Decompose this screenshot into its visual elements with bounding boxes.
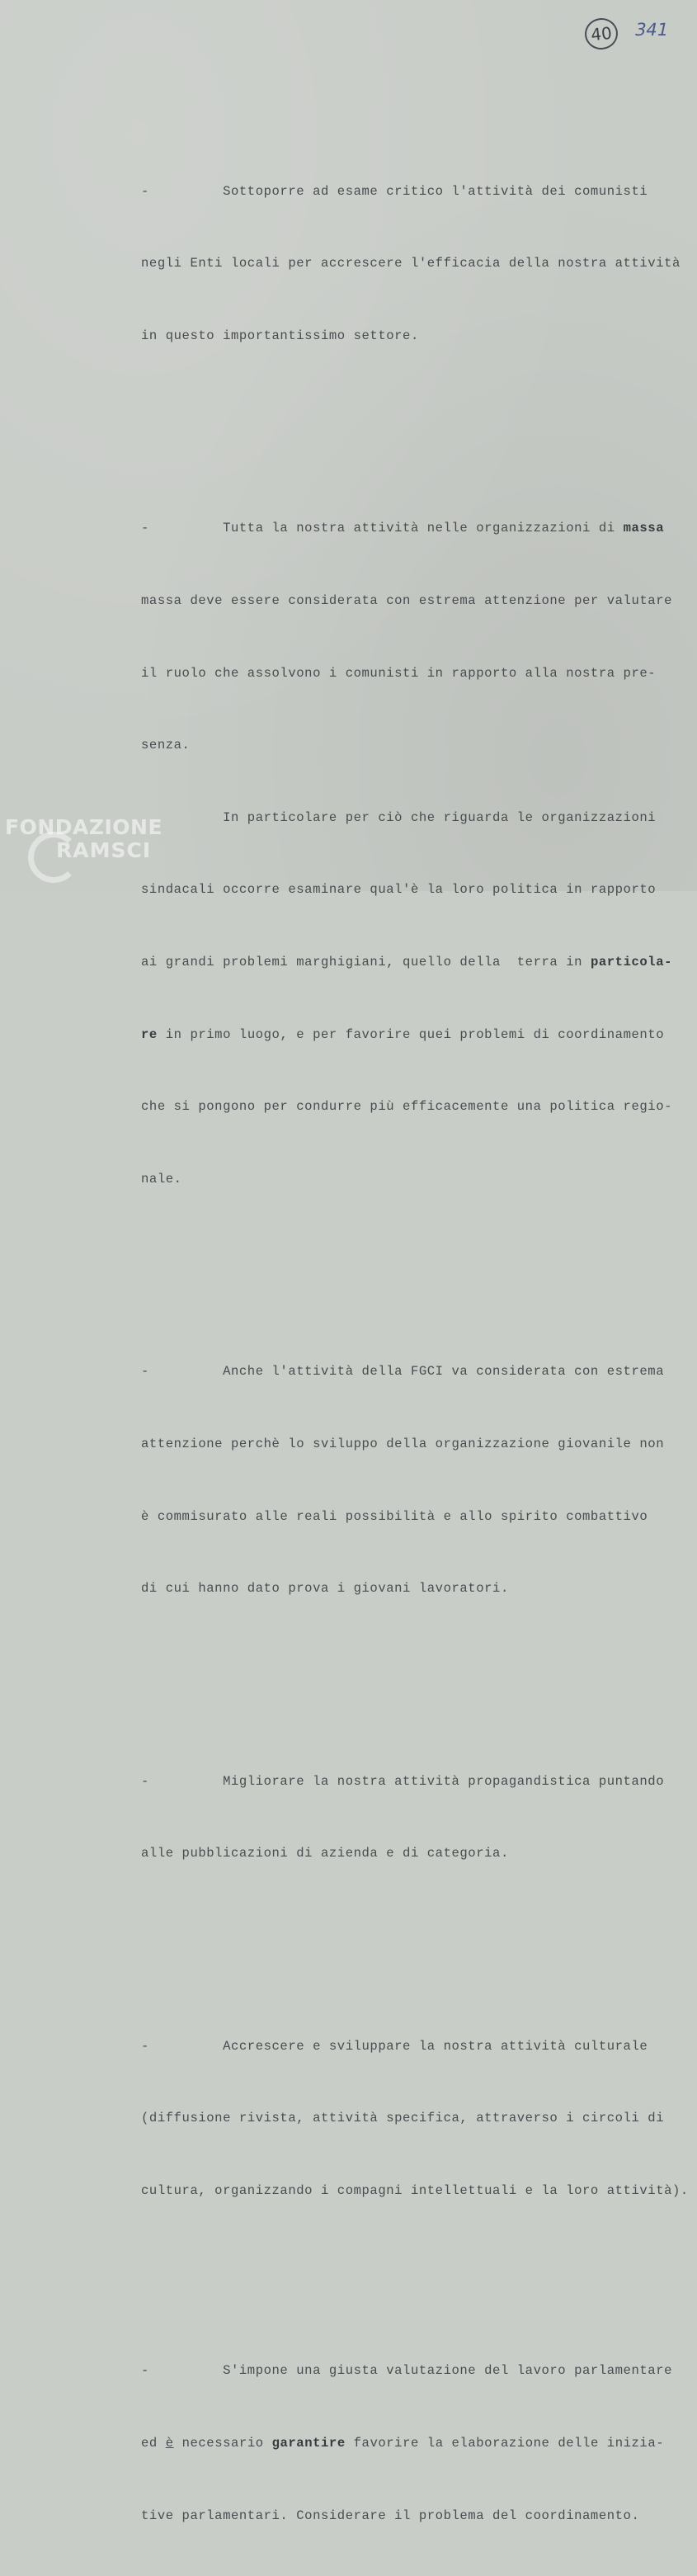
text-line: - Migliorare la nostra attività propagandistica puntando (141, 1773, 665, 1789)
text-line: attenzione perchè lo sviluppo della organizzazione giovanile non (141, 1436, 665, 1451)
text-line: - Accrescere e sviluppare la nostra attività culturale (141, 2038, 648, 2054)
circled-page-number (583, 17, 619, 51)
text-segment: ed (141, 2436, 166, 2451)
struck-word: re (141, 1026, 158, 1042)
text-line: massa deve essere considerata con estrema attenzione per valutare (141, 592, 673, 608)
watermark-line1: FONDAZIONE (5, 815, 163, 839)
text-line: di cui hanno dato prova i giovani lavoratori. (141, 1581, 509, 1597)
text-line: (diffusione rivista, attività specifica, attraverso i circoli di (141, 2111, 665, 2126)
text-line: In particolare per ciò che riguarda le organizzazioni (141, 809, 657, 825)
text-line: tive parlamentari. Considerare il problema del coordinamento. (141, 2508, 640, 2523)
text-line: senza. (141, 738, 191, 753)
struck-word: garantire (271, 2436, 346, 2451)
text-line: alle pubblicazioni di azienda e di categoria. (141, 1846, 509, 1861)
fondazione-gramsci-watermark (5, 814, 170, 888)
text-line: che si pongono per condurre più efficacemente una politica regio- (141, 1099, 673, 1115)
text-line: nale. (141, 1171, 182, 1187)
text-line: il ruolo che assolvono i comunisti in rapporto alla nostra pre- (141, 665, 657, 681)
text-line (141, 517, 685, 540)
struck-word: massa (623, 521, 665, 536)
text-line: - Sottoporre ad esame critico l'attività dei comunisti (141, 183, 648, 199)
text-line: sindacali occorre esaminare qual'è la loro politica in rapporto (141, 882, 657, 898)
circled-page-number-text: 40 (590, 22, 613, 45)
text-line (141, 951, 685, 974)
text-line: è commisurato alle reali possibilità e allo spirito combattivo (141, 1508, 648, 1524)
struck-word: particola- (590, 954, 673, 970)
text-segment: necessario (173, 2436, 272, 2451)
text-segment: - Tutta la nostra attività nelle organizzazioni di (141, 521, 624, 536)
watermark-line2: RAMSCI (56, 838, 152, 862)
typed-text-body (141, 107, 689, 2576)
handwritten-page-number: 341 (633, 20, 671, 40)
text-line: - Anche l'attività della FGCI va considerata con estrema (141, 1364, 665, 1380)
text-line (141, 2432, 685, 2456)
text-line (141, 1023, 685, 1047)
text-line: - S'impone una giusta valutazione del lavoro parlamentare (141, 2363, 673, 2379)
text-line: negli Enti locali per accrescere l'efficacia della nostra attività (141, 256, 681, 271)
text-segment: favorire la elaborazione delle inizia- (345, 2436, 665, 2451)
text-segment: in primo luogo, e per favorire quei problemi di coordinamento (157, 1026, 665, 1042)
underlined-char: è (165, 2436, 174, 2451)
text-line: in questo importantissimo settore. (141, 328, 419, 343)
text-line: cultura, organizzando i compagni intellettuali e la loro attività). (141, 2183, 689, 2199)
text-segment: ai grandi problemi marghigiani, quello della terra in (141, 954, 591, 970)
